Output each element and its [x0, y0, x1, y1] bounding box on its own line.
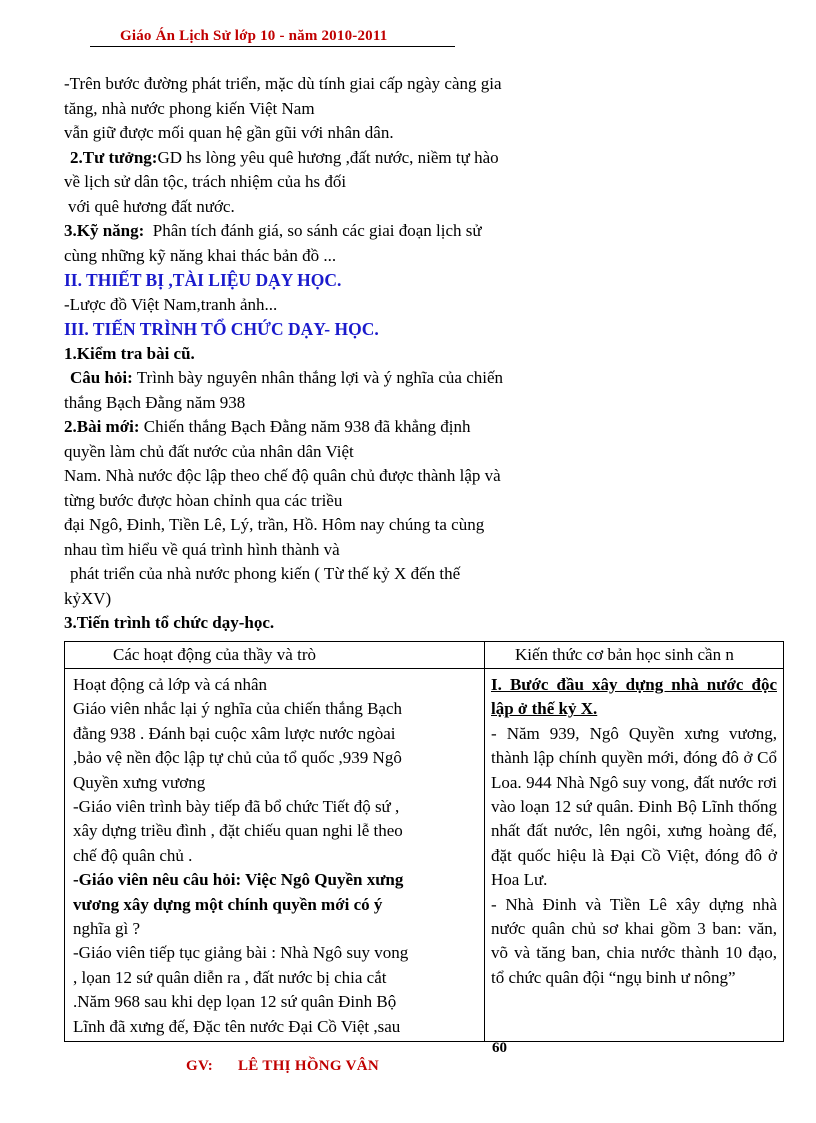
ideology-line: về lịch sử dân tộc, trách nhiệm của hs đối [64, 172, 347, 191]
footer-gv-label: GV: [186, 1058, 214, 1074]
new-lesson-line: đại Ngô, Đinh, Tiền Lê, Lý, trần, Hồ. Hôm nay chúng ta cùng [64, 515, 485, 534]
table-header-row [65, 642, 784, 669]
skills-text: Phân tích đánh giá, so sánh các giai đoạn lịch sử [144, 221, 482, 240]
objective-line: vẫn giữ được mối quan hệ gần gũi với nhân dân. [64, 123, 394, 142]
lesson-plan-table [64, 641, 784, 1042]
activity-line: xây dựng triều đình , đặt chiếu quan nghi lễ theo [73, 821, 403, 841]
ideology-label: 2.Tư tưởng: [70, 147, 158, 167]
review-question-line: thắng Bạch Đằng năm 938 [64, 392, 246, 412]
page-footer [186, 1058, 379, 1075]
section-heading-process: III. TIẾN TRÌNH TỔ CHỨC DẠY- HỌC. [64, 319, 379, 339]
subsection-review: 1.Kiểm tra bài cũ. [64, 343, 195, 363]
activity-line: nghĩa gì ? [73, 919, 141, 939]
knowledge-cell [485, 669, 784, 1042]
lesson-body [64, 72, 594, 636]
activity-line: chế độ quân chủ . [73, 845, 193, 865]
equipment-item: -Lược đồ Việt Nam,tranh ảnh... [64, 294, 278, 314]
column-header-knowledge: Kiến thức cơ bản học sinh cần n [485, 642, 784, 669]
activity-line: Lĩnh đã xưng đế, Đặc tên nước Đại Cồ Việt ,sau [73, 1016, 401, 1036]
new-lesson-intro [64, 415, 594, 440]
table-row [65, 669, 784, 1042]
new-lesson-line: quyền làm chủ đất nước của nhân dân Việt [64, 441, 354, 461]
activity-line: đằng 938 . Đánh bại cuộc xâm lược nước ngòai [73, 723, 396, 743]
activity-question-line: -Giáo viên nêu câu hỏi: Việc Ngô Quyền xưng [73, 870, 404, 890]
page-number: 60 [492, 1040, 507, 1056]
new-lesson-line: từng bước được hòan chỉnh qua các triều [64, 490, 343, 510]
new-lesson-line: phát triển của nhà nước phong kiến ( Từ thế kỷ X đến thế [70, 564, 461, 583]
skills-line: cùng những kỹ năng khai thác bản đồ ... [64, 245, 337, 265]
activity-question-line: vương xây dựng một chính quyền mới có ý [73, 894, 383, 914]
new-lesson-line: Nam. Nhà nước độc lập theo chế độ quân chủ được thành lập và [64, 466, 501, 485]
activities-cell [65, 669, 485, 1042]
skills-objective [64, 219, 594, 244]
knowledge-heading: I. Bước đầu xây dựng nhà nước độc lập ở thế kỷ X. [491, 675, 777, 719]
section-heading-equipment: II. THIẾT BỊ ,TÀI LIỆU DẠY HỌC. [64, 270, 342, 290]
objective-line: tăng, nhà nước phong kiến Việt Nam [64, 98, 315, 118]
activity-line: ,bảo vệ nền độc lập tự chủ của tổ quốc ,939 Ngô [73, 748, 402, 768]
activity-line: -Giáo viên trình bày tiếp đã bổ chức Tiết độ sứ , [73, 797, 400, 817]
activity-line: .Năm 968 sau khi dẹp lọan 12 sứ quân Đinh Bộ [73, 992, 397, 1012]
activity-line: Hoạt động cả lớp và cá nhân [73, 675, 268, 694]
ideology-objective [64, 146, 594, 171]
objective-line: -Trên bước đường phát triển, mặc dù tính giai cấp ngày càng gia [64, 74, 502, 93]
activity-line: , lọan 12 sứ quân diễn ra , đất nước bị chia cắt [73, 967, 387, 987]
new-lesson-label: 2.Bài mới: [64, 417, 140, 436]
new-lesson-line: nhau tìm hiểu về quá trình hình thành và [64, 539, 340, 559]
ideology-line: với quê hương đất nước. [68, 196, 235, 216]
activity-line: Quyền xưng vương [73, 772, 206, 792]
new-lesson-text: Chiến thắng Bạch Đằng năm 938 đã khẳng định [139, 417, 471, 436]
skills-label: 3.Kỹ năng: [64, 221, 145, 240]
ideology-text: GD hs lòng yêu quê hương ,đất nước, niềm tự hào [157, 147, 499, 167]
header-rule [90, 46, 455, 47]
review-question [64, 366, 594, 391]
question-label: Câu hỏi: [70, 368, 133, 387]
page-header-title: Giáo Án Lịch Sử lớp 10 - năm 2010-2011 [120, 28, 388, 44]
column-header-activities: Các hoạt động của thầy và trò [65, 642, 485, 669]
new-lesson-line: kỷXV) [64, 588, 112, 608]
activity-line: Giáo viên nhắc lại ý nghĩa của chiến thắng Bạch [73, 699, 403, 719]
activity-line: -Giáo viên tiếp tục giảng bài : Nhà Ngô suy vong [73, 943, 409, 963]
subsection-process: 3.Tiến trình tổ chức dạy-học. [64, 613, 275, 632]
knowledge-paragraph: - Nhà Đinh và Tiền Lê xây dựng nhà nước quân chủ sơ khai gồm 3 ban: văn, võ và tăng ban, chia nước thành 10 đạo, tổ chức quân đội “ngụ binh ư nông” [491, 894, 777, 987]
footer-teacher-name: LÊ THỊ HỒNG VÂN [238, 1058, 380, 1074]
knowledge-paragraph: - Năm 939, Ngô Quyền xưng vương, thành lập chính quyền mới, đóng đô ở Cổ Loa. 944 Nhà Ngô suy vong, đất nước rơi vào loạn 12 sứ quân. Đinh Bộ Lĩnh thống nhất đất nước, lên ngôi, xưng hoàng đế, đặt quốc hiệu là Đại Cồ Việt, đóng đô ở Hoa Lư. [491, 723, 777, 890]
question-text: Trình bày nguyên nhân thắng lợi và ý nghĩa của chiến [132, 368, 504, 387]
